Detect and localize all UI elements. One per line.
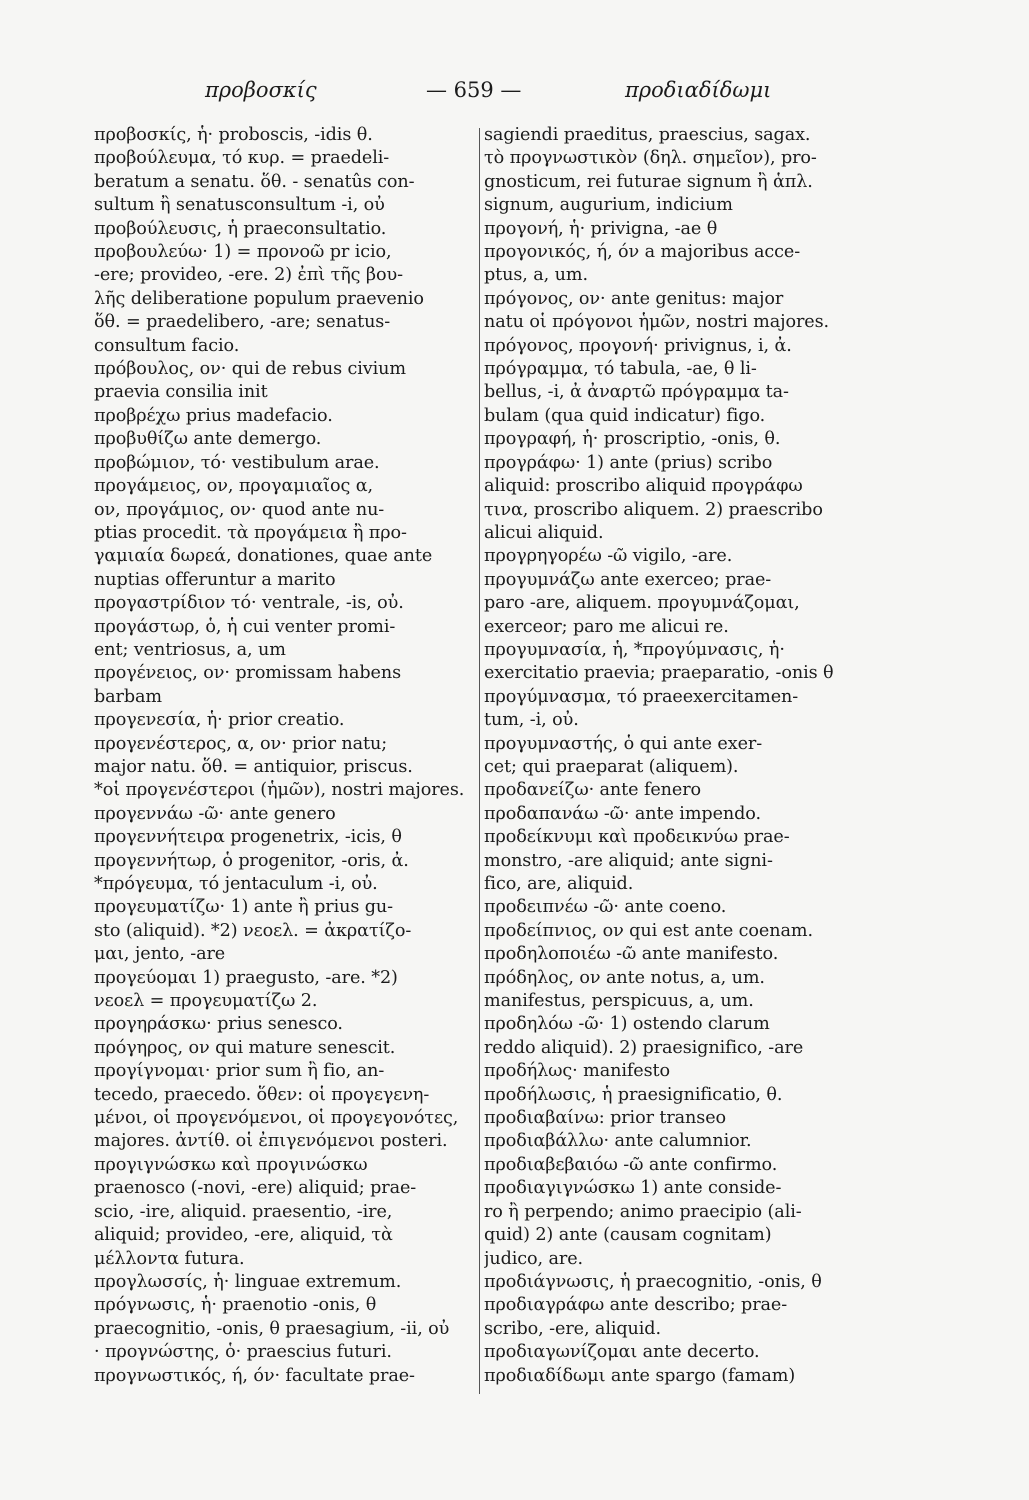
dictionary-line: consultum facio. <box>94 335 240 356</box>
dictionary-line: προδιαδίδωμι ante spargo (famam) <box>484 1365 796 1386</box>
dictionary-line: beratum a senatu. ὅθ. - senatûs con- <box>94 171 415 192</box>
dictionary-line: · προγνώστης, ὁ· praescius futuri. <box>94 1342 392 1363</box>
dictionary-line: προδιαγράφω ante describo; prae- <box>484 1295 788 1316</box>
dictionary-line: τὸ προγνωστικὸν (δηλ. σημεῖον), pro- <box>484 148 817 169</box>
dictionary-line: ον, προγάμιος, ον· quod ante nu- <box>94 499 385 520</box>
dictionary-line: προγίγνομαι· prior sum ἢ fio, an- <box>94 1061 385 1082</box>
dictionary-line: λῆς deliberatione populum praevenio <box>94 288 424 309</box>
left-column <box>94 124 476 1388</box>
dictionary-line: προδιαβεβαιόω -ῶ ante confirmo. <box>484 1154 778 1175</box>
dictionary-line: προδήλως· manifesto <box>484 1061 671 1082</box>
dictionary-line: sagiendi praeditus, praescius, sagax. <box>484 125 811 145</box>
dictionary-line: προγραφή, ἡ· proscriptio, -onis, θ. <box>484 429 781 450</box>
dictionary-line: πρόγνωσις, ἡ· praenotio -onis, θ <box>94 1295 377 1316</box>
dictionary-line: exercitatio praevia; praeparatio, -onis θ <box>484 663 834 684</box>
dictionary-line: προδιαγιγνώσκω 1) ante conside- <box>484 1178 782 1199</box>
dictionary-line: paro -are, aliquem. προγυμνάζομαι, <box>484 593 800 614</box>
right-running-headword: προδιαδίδωμι <box>625 78 772 102</box>
dictionary-line: ὅθ. = praedelibero, -are; senatus- <box>94 312 391 333</box>
dictionary-line: exerceor; paro me alicui re. <box>484 616 729 637</box>
dictionary-line: praenosco (-novi, -ere) aliquid; prae- <box>94 1178 417 1199</box>
dictionary-line: προγνωστικός, ή, όν· facultate prae- <box>94 1365 415 1386</box>
dictionary-line: μένοι, οἱ προγενόμενοι, οἱ προγεγονότες, <box>94 1108 459 1129</box>
page-number: — 659 — <box>426 78 522 102</box>
right-column <box>484 124 870 1388</box>
dictionary-line: προγύμνασμα, τό praeexercitamen- <box>484 686 799 707</box>
dictionary-line: aliquid: proscribo aliquid προγράφω <box>484 476 803 497</box>
dictionary-line: προβρέχω prius madefacio. <box>94 405 333 426</box>
dictionary-line: προγλωσσίς, ἡ· linguae extremum. <box>94 1271 402 1292</box>
dictionary-line: προβουλεύω· 1) = προνοῶ pr icio, <box>94 242 392 263</box>
dictionary-line: natu οἱ πρόγονοι ἡμῶν, nostri majores. <box>484 312 829 333</box>
dictionary-line: προγευματίζω· 1) ante ἢ prius gu- <box>94 897 394 918</box>
dictionary-line: προβούλευμα, τό κυρ. = praedeli- <box>94 148 390 169</box>
dictionary-line: προγηράσκω· prius senesco. <box>94 1014 343 1035</box>
dictionary-line: bellus, -i, ἀ ἀναρτῶ πρόγραμμα ta- <box>484 382 789 403</box>
dictionary-line: προγιγνώσκω καὶ προγινώσκω <box>94 1154 368 1175</box>
dictionary-line: -ere; provideo, -ere. 2) ἐπὶ τῆς βου- <box>94 265 403 286</box>
dictionary-line: sultum ἢ senatusconsultum -i, οὐ <box>94 195 385 216</box>
dictionary-line: προγονή, ἡ· privigna, -ae θ <box>484 218 718 239</box>
dictionary-line: πρόγραμμα, τό tabula, -ae, θ li- <box>484 359 757 380</box>
dictionary-line: μαι, jento, -are <box>94 944 226 965</box>
dictionary-line: προβώμιον, τό· vestibulum arae. <box>94 452 380 473</box>
dictionary-line: προγεύομαι 1) praegusto, -are. *2) <box>94 967 398 988</box>
dictionary-line: προγονικός, ή, όν a majoribus acce- <box>484 242 801 263</box>
dictionary-line: *οἱ προγενέστεροι (ἡμῶν), nostri majores. <box>94 780 465 801</box>
dictionary-line: προδιαγωνίζομαι ante decerto. <box>484 1342 760 1363</box>
dictionary-line: προγεννήτειρα progenetrix, -icis, θ <box>94 827 402 848</box>
dictionary-line: fico, are, aliquid. <box>484 874 634 894</box>
dictionary-line: sto (aliquid). *2) νεοελ. = ἀκρατίζο- <box>94 920 412 941</box>
dictionary-line: προγαστρίδιον τό· ventrale, -is, οὐ. <box>94 593 404 614</box>
dictionary-line: reddo aliquid). 2) praesignifico, -are <box>484 1037 804 1058</box>
dictionary-line: τινα, proscribo aliquem. 2) praescribo <box>484 499 823 520</box>
dictionary-line: προβυθίζω ante demergo. <box>94 429 322 450</box>
dictionary-line: *πρόγευμα, τό jentaculum -i, οὐ. <box>94 874 378 894</box>
dictionary-line: judico, are. <box>484 1248 584 1269</box>
dictionary-line: tecedo, praecedo. ὅθεν: οἱ προγεγενη- <box>94 1084 430 1105</box>
dictionary-line: barbam <box>94 686 162 707</box>
dictionary-line: προγυμνάζω ante exerceo; prae- <box>484 569 772 590</box>
dictionary-line: quid) 2) ante (causam cognitam) <box>484 1225 772 1246</box>
dictionary-line: προδήλωσις, ἡ praesignificatio, θ. <box>484 1084 783 1105</box>
dictionary-line: προδιάγνωσις, ἡ praecognitio, -onis, θ <box>484 1271 822 1292</box>
dictionary-line: bulam (qua quid indicatur) figo. <box>484 405 766 426</box>
dictionary-line: προδειπνέω -ῶ· ante coeno. <box>484 897 727 918</box>
dictionary-line: ent; ventriosus, a, um <box>94 639 286 660</box>
dictionary-line: προδείκνυμι καὶ προδεικνύω prae- <box>484 827 790 848</box>
dictionary-line: προγυμνασία, ἡ, *προγύμνασις, ἡ· <box>484 639 785 660</box>
dictionary-line: nuptias offeruntur a marito <box>94 569 336 590</box>
dictionary-line: manifestus, perspicuus, a, um. <box>484 991 754 1012</box>
dictionary-line: πρόγονος, προγονή· privignus, i, ἀ. <box>484 335 792 356</box>
page-header <box>0 78 1029 108</box>
dictionary-line: πρόβουλος, ον· qui de rebus civium <box>94 359 406 380</box>
dictionary-line: μέλλοντα futura. <box>94 1248 245 1269</box>
dictionary-line: προγενέστερος, α, ον· prior natu; <box>94 733 388 754</box>
dictionary-line: προδανείζω· ante fenero <box>484 780 702 801</box>
left-running-headword: προβοσκίς <box>205 78 317 102</box>
dictionary-line: πρόδηλος, ον ante notus, a, um. <box>484 967 765 988</box>
dictionary-line: προδιαβαίνω: prior transeo <box>484 1108 727 1129</box>
dictionary-line: ro ἢ perpendo; animo praecipio (ali- <box>484 1201 802 1222</box>
dictionary-line: προγεννήτωρ, ὁ progenitor, -oris, ἀ. <box>94 850 409 871</box>
dictionary-line: praecognitio, -onis, θ praesagium, -ii, οὐ <box>94 1318 450 1339</box>
dictionary-line: προγεννάω -ῶ· ante genero <box>94 803 336 824</box>
dictionary-line: προγράφω· 1) ante (prius) scribo <box>484 452 773 473</box>
dictionary-line: gnosticum, rei futurae signum ἢ ἁπλ. <box>484 171 813 192</box>
dictionary-line: aliquid; provideo, -ere, aliquid, τὰ <box>94 1225 393 1246</box>
dictionary-line: praevia consilia init <box>94 382 268 403</box>
dictionary-line: προγένειος, ον· promissam habens <box>94 663 401 684</box>
dictionary-line: προδαπανάω -ῶ· ante impendo. <box>484 803 761 824</box>
dictionary-line: προγρηγορέω -ῶ vigilo, -are. <box>484 546 733 567</box>
dictionary-line: major natu. ὅθ. = antiquior, priscus. <box>94 756 413 777</box>
dictionary-line: προβούλευσις, ἡ praeconsultatio. <box>94 218 387 239</box>
dictionary-line: προβοσκίς, ἡ· proboscis, -idis θ. <box>94 125 373 145</box>
dictionary-line: προγενεσία, ἡ· prior creatio. <box>94 710 345 731</box>
dictionary-line: προγυμναστής, ὁ qui ante exer- <box>484 733 763 754</box>
dictionary-line: ptias procedit. τὰ προγάμεια ἢ προ- <box>94 522 407 543</box>
dictionary-line: cet; qui praeparat (aliquem). <box>484 756 739 777</box>
column-divider <box>479 128 480 1394</box>
dictionary-line: alicui aliquid. <box>484 522 604 543</box>
dictionary-line: scio, -ire, aliquid. praesentio, -ire, <box>94 1201 393 1222</box>
dictionary-line: majores. ἀντίθ. οἱ ἐπιγενόμενοι posteri. <box>94 1131 448 1152</box>
dictionary-line: προδηλοποιέω -ῶ ante manifesto. <box>484 944 779 965</box>
dictionary-line: γαμιαία δωρεά, donationes, quae ante <box>94 546 433 567</box>
dictionary-line: scribo, -ere, aliquid. <box>484 1318 661 1339</box>
dictionary-line: πρόγονος, ον· ante genitus: major <box>484 288 784 309</box>
dictionary-line: προγάστωρ, ὁ, ἡ cui venter promi- <box>94 616 396 637</box>
dictionary-line: προδηλόω -ῶ· 1) ostendo clarum <box>484 1014 770 1035</box>
dictionary-line: προδείπνιος, ον qui est ante coenam. <box>484 920 813 941</box>
dictionary-line: ptus, a, um. <box>484 265 588 286</box>
dictionary-line: προγάμειος, ον, προγαμιαῖος α, <box>94 476 373 497</box>
dictionary-line: signum, augurium, indicium <box>484 195 733 216</box>
dictionary-line: νεοελ = προγευματίζω 2. <box>94 991 318 1012</box>
dictionary-line: tum, -i, οὐ. <box>484 710 579 731</box>
dictionary-line: monstro, -are aliquid; ante signi- <box>484 850 773 871</box>
dictionary-line: πρόγηρος, ον qui mature senescit. <box>94 1037 396 1058</box>
dictionary-line: προδιαβάλλω· ante calumnior. <box>484 1131 752 1152</box>
